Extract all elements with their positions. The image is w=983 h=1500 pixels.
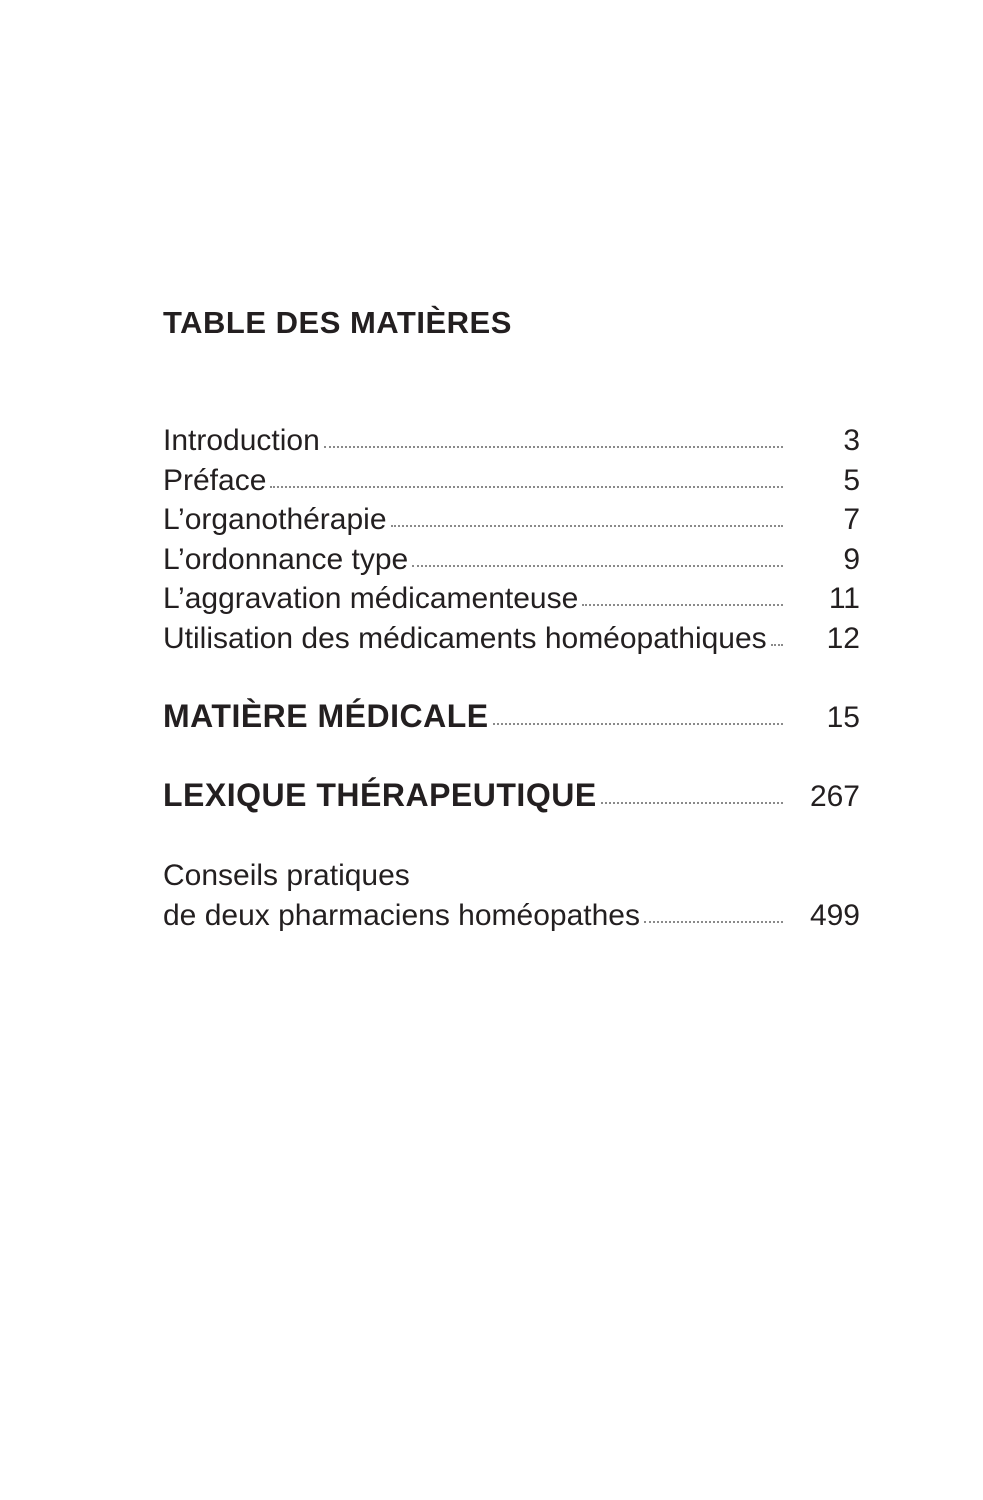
toc-entry-page: 11 (828, 582, 860, 615)
toc-entry-page: 12 (826, 622, 860, 655)
dot-leader (391, 525, 783, 527)
dot-leader (270, 486, 783, 488)
toc-entry-page: 3 (843, 424, 860, 457)
dot-leader (582, 604, 783, 606)
toc-entry-utilisation[interactable] (163, 619, 860, 659)
toc-entry-label: Introduction (163, 424, 320, 457)
toc-entry-organotherapie[interactable] (163, 500, 860, 540)
toc-entry-page: 5 (843, 464, 860, 497)
toc-entry-conseils-pratiques[interactable] (163, 896, 860, 936)
dot-leader (493, 723, 783, 725)
toc-section-label: MATIÈRE MÉDICALE (163, 698, 489, 734)
toc-section-page: 267 (809, 780, 860, 813)
toc-section-matiere-medicale[interactable] (163, 695, 860, 739)
toc-entry-introduction[interactable] (163, 421, 860, 461)
dot-leader (412, 565, 783, 567)
toc-entry-label: L’organothérapie (163, 503, 387, 536)
toc-entry-aggravation[interactable] (163, 579, 860, 619)
dot-leader (771, 644, 783, 646)
toc-title: TABLE DES MATIÈRES (163, 305, 512, 340)
toc-entry-ordonnance-type[interactable] (163, 540, 860, 580)
toc-section-page: 15 (826, 701, 860, 734)
toc-entry-page: 499 (809, 899, 860, 932)
toc-entry-label: Préface (163, 464, 267, 497)
toc-section-label: LEXIQUE THÉRAPEUTIQUE (163, 777, 597, 813)
dot-leader (324, 446, 783, 448)
toc-section-lexique-therapeutique[interactable] (163, 774, 860, 818)
toc-entry-preface[interactable] (163, 461, 860, 501)
toc-entry-label: L’ordonnance type (163, 543, 409, 576)
toc-entry-label: de deux pharmaciens homéopathes (163, 899, 640, 932)
toc-entry-page: 9 (843, 543, 860, 576)
toc-entry-page: 7 (843, 503, 860, 536)
toc-entry-label: Utilisation des médicaments homéopathiques (163, 622, 767, 655)
dot-leader (644, 921, 783, 923)
dot-leader (601, 802, 783, 804)
toc-entry-label: L’aggravation médicamenteuse (163, 582, 579, 615)
toc-final-line-1: Conseils pratiques (163, 859, 410, 892)
